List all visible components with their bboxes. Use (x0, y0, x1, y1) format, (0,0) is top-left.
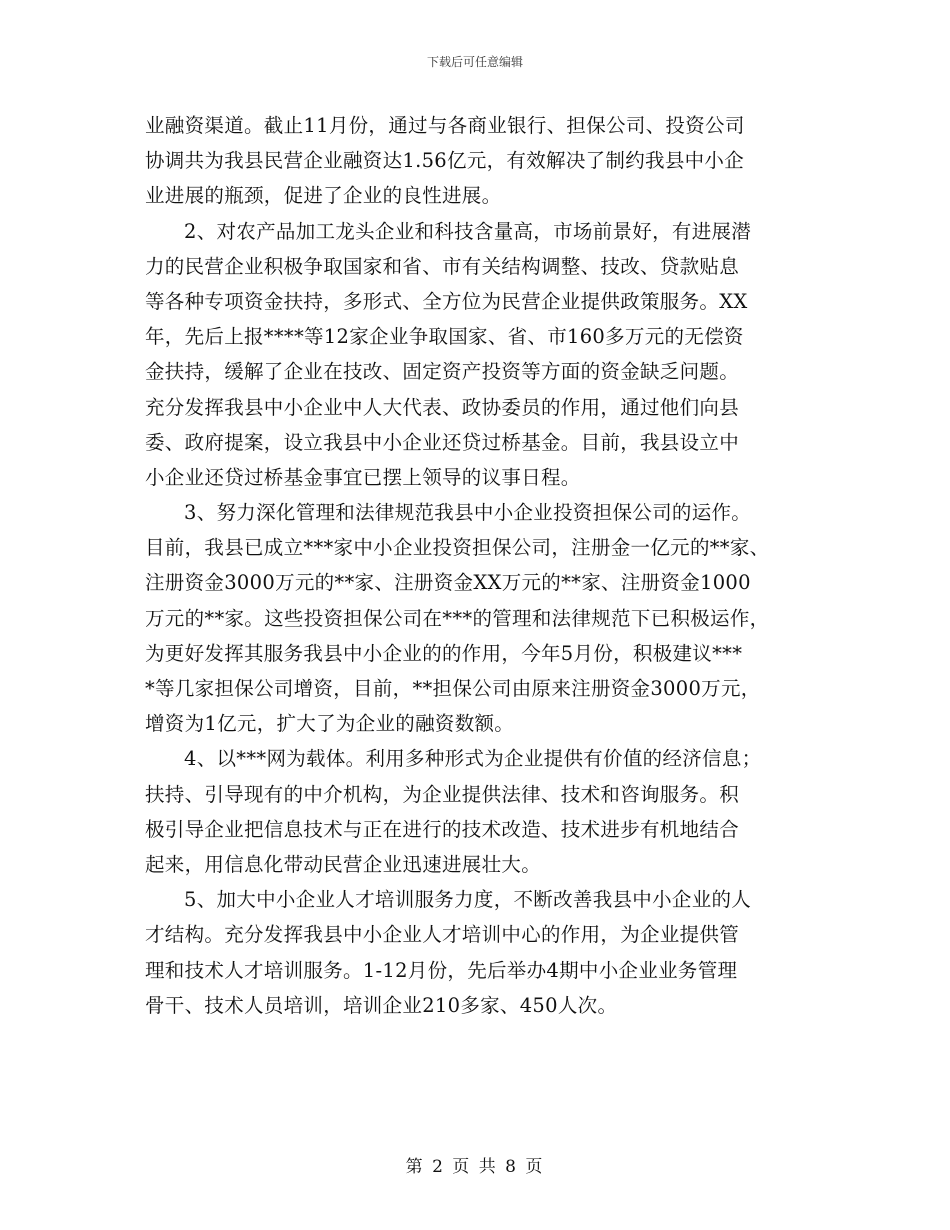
paragraph-first-line: 5、加大中小企业人才培训服务力度，不断改善我县中小企业的人 (184, 888, 752, 912)
text-line: 年，先后上报****等12家企业争取国家、省、市160多万元的无偿资 (145, 325, 744, 349)
text-line: 充分发挥我县中小企业中人大代表、政协委员的作用，通过他们向县 (145, 395, 740, 419)
text-line: 目前，我县已成立***家中小企业投资担保公司，注册金一亿元的**家、 (145, 536, 770, 560)
text-line: 注册资金3000万元的**家、注册资金XX万元的**家、注册资金1000 (145, 571, 751, 595)
text-line: 扶持、引导现有的中介机构，为企业提供法律、技术和咨询服务。积 (145, 782, 740, 806)
text-line: 增资为1亿元，扩大了为企业的融资数额。 (145, 712, 515, 736)
paragraph-first-line: 4、以***网为载体。利用多种形式为企业提供有价值的经济信息； (184, 747, 762, 771)
document-body (145, 108, 815, 1023)
page-header: 下载后可任意编辑 (426, 55, 523, 69)
text-line: 力的民营企业积极争取国家和省、市有关结构调整、技改、贷款贴息 (145, 254, 740, 278)
text-line: 才结构。充分发挥我县中小企业人才培训中心的作用，为企业提供管 (145, 923, 740, 947)
text-line: 小企业还贷过桥基金事宜已摆上领导的议事日程。 (145, 465, 581, 489)
text-line: 等各种专项资金扶持，多形式、全方位为民营企业提供政策服务。XX (145, 289, 748, 313)
text-line: 极引导企业把信息技术与正在进行的技术改造、技术进步有机地结合 (145, 817, 740, 841)
paragraph-first-line: 2、对农产品加工龙头企业和科技含量高，市场前景好，有进展潜 (184, 219, 752, 243)
page-number-footer: 第 2 页 共 8 页 (405, 1157, 545, 1177)
text-line: *等几家担保公司增资，目前，**担保公司由原来注册资金3000万元， (145, 677, 761, 700)
text-line: 金扶持，缓解了企业在技改、固定资产投资等方面的资金缺乏问题。 (145, 360, 740, 384)
paragraph-first-line: 3、努力深化管理和法律规范我县中小企业投资担保公司的运作。 (184, 501, 752, 525)
text-line: 骨干、技术人员培训，培训企业210多家、450人次。 (145, 993, 618, 1017)
text-line: 业进展的瓶颈，促进了企业的良性进展。 (145, 184, 502, 208)
text-line: 委、政府提案，设立我县中小企业还贷过桥基金。目前，我县设立中 (145, 430, 740, 454)
text-line: 协调共为我县民营企业融资达1.56亿元，有效解决了制约我县中小企 (145, 149, 745, 173)
text-line: 理和技术人才培训服务。1-12月份，先后举办4期中小企业业务管理 (145, 958, 738, 982)
text-line: 为更好发挥其服务我县中小企业的的作用，今年5月份，积极建议*** (145, 641, 743, 665)
text-line: 万元的**家。这些投资担保公司在***的管理和法律规范下已积极运作， (145, 606, 770, 630)
text-line: 业融资渠道。截止11月份，通过与各商业银行、担保公司、投资公司 (145, 114, 745, 137)
text-line: 起来，用信息化带动民营企业迅速进展壮大。 (145, 852, 542, 876)
